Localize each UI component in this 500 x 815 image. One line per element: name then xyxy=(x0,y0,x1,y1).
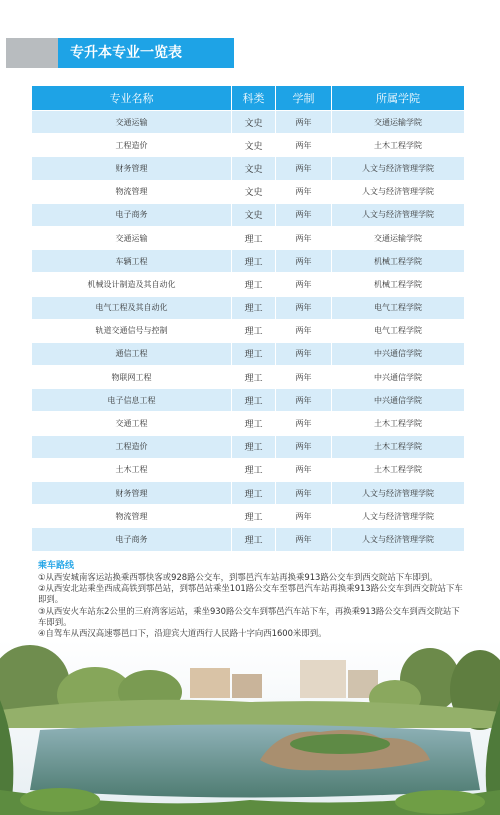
title-tab-decoration xyxy=(6,38,58,68)
duration-cell: 两年 xyxy=(276,343,332,365)
category-cell: 理工 xyxy=(232,389,276,411)
table-row xyxy=(32,134,464,156)
major-name-cell: 土木工程 xyxy=(32,459,232,481)
route-item: ④自驾车从西汉高速鄠邑口下，沿迎宾大道西行人民路十字向西1600米即到。 xyxy=(38,628,327,639)
table-row xyxy=(32,320,464,342)
major-name-cell: 交通运输 xyxy=(32,111,232,133)
major-name-cell: 财务管理 xyxy=(32,482,232,504)
table-row xyxy=(32,111,464,133)
college-cell: 中兴通信学院 xyxy=(332,343,464,365)
category-cell: 文史 xyxy=(232,181,276,203)
college-cell: 人文与经济管理学院 xyxy=(332,482,464,504)
college-cell: 机械工程学院 xyxy=(332,250,464,272)
duration-cell: 两年 xyxy=(276,157,332,179)
college-cell: 土木工程学院 xyxy=(332,436,464,458)
table-row xyxy=(32,528,464,550)
major-name-cell: 电子商务 xyxy=(32,528,232,550)
header-duration: 学制 xyxy=(276,86,332,110)
table-header-row xyxy=(32,86,464,110)
college-cell: 土木工程学院 xyxy=(332,412,464,434)
college-cell: 交通运输学院 xyxy=(332,111,464,133)
category-cell: 理工 xyxy=(232,505,276,527)
major-name-cell: 财务管理 xyxy=(32,157,232,179)
category-cell: 理工 xyxy=(232,459,276,481)
major-name-cell: 物流管理 xyxy=(32,505,232,527)
major-name-cell: 轨道交通信号与控制 xyxy=(32,320,232,342)
category-cell: 文史 xyxy=(232,204,276,226)
college-cell: 中兴通信学院 xyxy=(332,366,464,388)
category-cell: 理工 xyxy=(232,482,276,504)
major-name-cell: 交通工程 xyxy=(32,412,232,434)
college-cell: 电气工程学院 xyxy=(332,297,464,319)
duration-cell: 两年 xyxy=(276,389,332,411)
duration-cell: 两年 xyxy=(276,366,332,388)
major-name-cell: 工程造价 xyxy=(32,134,232,156)
college-cell: 中兴通信学院 xyxy=(332,389,464,411)
header-college: 所属学院 xyxy=(332,86,464,110)
table-row xyxy=(32,297,464,319)
major-name-cell: 物流管理 xyxy=(32,181,232,203)
college-cell: 人文与经济管理学院 xyxy=(332,204,464,226)
table-row xyxy=(32,181,464,203)
duration-cell: 两年 xyxy=(276,111,332,133)
duration-cell: 两年 xyxy=(276,482,332,504)
major-name-cell: 电气工程及其自动化 xyxy=(32,297,232,319)
page-title: 专升本专业一览表 xyxy=(58,38,234,68)
route-item: ②从西安北站乘坐西成高铁到鄠邑站，到鄠邑站乘坐101路公交车至鄠邑汽车站再换乘913路公交车到西交院站下车即到。 xyxy=(38,583,463,605)
duration-cell: 两年 xyxy=(276,297,332,319)
college-cell: 人文与经济管理学院 xyxy=(332,157,464,179)
table-row xyxy=(32,505,464,527)
category-cell: 文史 xyxy=(232,134,276,156)
major-name-cell: 电子信息工程 xyxy=(32,389,232,411)
table-row xyxy=(32,366,464,388)
college-cell: 机械工程学院 xyxy=(332,273,464,295)
category-cell: 理工 xyxy=(232,250,276,272)
duration-cell: 两年 xyxy=(276,134,332,156)
table-row xyxy=(32,250,464,272)
header-category: 科类 xyxy=(232,86,276,110)
category-cell: 理工 xyxy=(232,528,276,550)
route-item: ①从西安城南客运站换乘西鄠快客或928路公交车，到鄠邑汽车站再换乘913路公交车到西交院站下车即到。 xyxy=(38,572,438,582)
major-name-cell: 工程造价 xyxy=(32,436,232,458)
duration-cell: 两年 xyxy=(276,181,332,203)
table-row xyxy=(32,482,464,504)
college-cell: 人文与经济管理学院 xyxy=(332,505,464,527)
category-cell: 文史 xyxy=(232,111,276,133)
category-cell: 理工 xyxy=(232,297,276,319)
duration-cell: 两年 xyxy=(276,250,332,272)
duration-cell: 两年 xyxy=(276,528,332,550)
table-row xyxy=(32,459,464,481)
category-cell: 文史 xyxy=(232,157,276,179)
major-name-cell: 机械设计制造及其自动化 xyxy=(32,273,232,295)
table-row xyxy=(32,343,464,365)
category-cell: 理工 xyxy=(232,366,276,388)
header-major: 专业名称 xyxy=(32,86,232,110)
duration-cell: 两年 xyxy=(276,505,332,527)
route-item: ③从西安火车站东2公里的三府湾客运站，乘坐930路公交车到鄠邑汽车站下车，再换乘913路公交车到西交院站下车即到。 xyxy=(38,605,460,627)
college-cell: 人文与经济管理学院 xyxy=(332,528,464,550)
routes-list xyxy=(38,572,466,639)
table-body xyxy=(32,111,464,551)
table-row xyxy=(32,273,464,295)
category-cell: 理工 xyxy=(232,273,276,295)
table-row xyxy=(32,227,464,249)
duration-cell: 两年 xyxy=(276,412,332,434)
duration-cell: 两年 xyxy=(276,227,332,249)
category-cell: 理工 xyxy=(232,343,276,365)
major-name-cell: 车辆工程 xyxy=(32,250,232,272)
college-cell: 交通运输学院 xyxy=(332,227,464,249)
major-name-cell: 电子商务 xyxy=(32,204,232,226)
majors-table xyxy=(32,85,464,552)
duration-cell: 两年 xyxy=(276,459,332,481)
category-cell: 理工 xyxy=(232,436,276,458)
category-cell: 理工 xyxy=(232,227,276,249)
college-cell: 土木工程学院 xyxy=(332,134,464,156)
category-cell: 理工 xyxy=(232,412,276,434)
routes-title: 乘车路线 xyxy=(38,561,75,571)
table-row xyxy=(32,389,464,411)
table-row xyxy=(32,412,464,434)
major-name-cell: 交通运输 xyxy=(32,227,232,249)
duration-cell: 两年 xyxy=(276,320,332,342)
major-name-cell: 通信工程 xyxy=(32,343,232,365)
table-row xyxy=(32,157,464,179)
college-cell: 土木工程学院 xyxy=(332,459,464,481)
category-cell: 理工 xyxy=(232,320,276,342)
duration-cell: 两年 xyxy=(276,436,332,458)
campus-lake-photo xyxy=(0,640,500,815)
table-row xyxy=(32,436,464,458)
college-cell: 人文与经济管理学院 xyxy=(332,181,464,203)
college-cell: 电气工程学院 xyxy=(332,320,464,342)
major-name-cell: 物联网工程 xyxy=(32,366,232,388)
duration-cell: 两年 xyxy=(276,273,332,295)
duration-cell: 两年 xyxy=(276,204,332,226)
table-row xyxy=(32,204,464,226)
